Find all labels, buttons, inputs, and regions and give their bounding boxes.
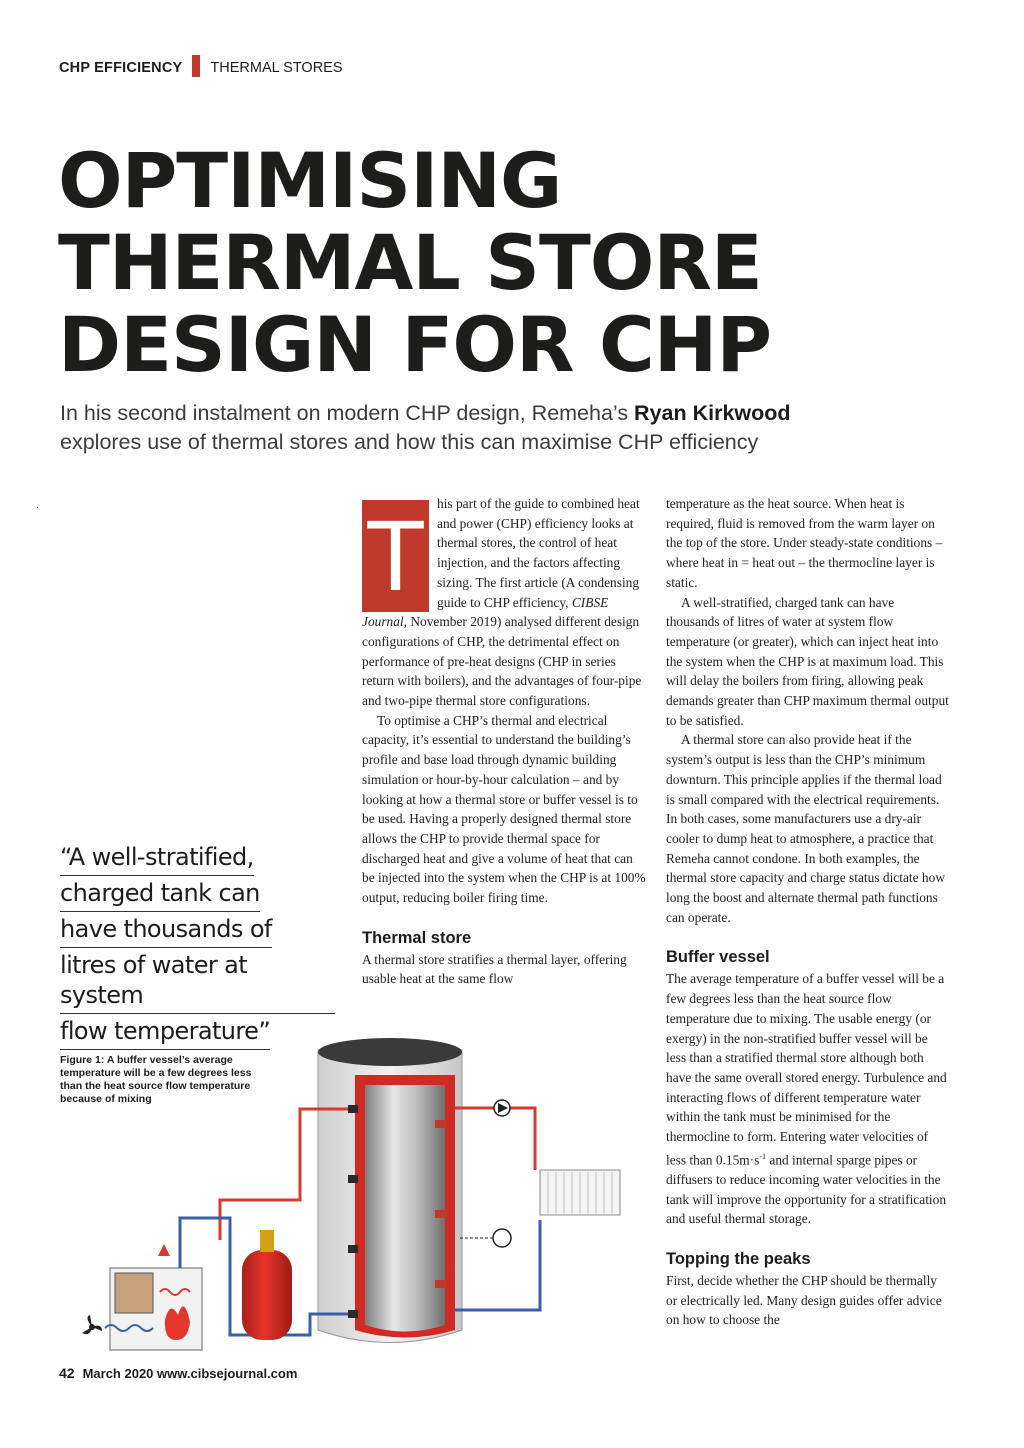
chp-unit-icon	[110, 1244, 202, 1350]
publication-name: CIBSE Journal	[362, 594, 609, 630]
pull-quote-line: have thousands of	[60, 912, 272, 948]
expansion-vessel-icon	[242, 1230, 292, 1340]
plug-icon	[493, 1229, 511, 1247]
title-line-2: THERMAL STORE	[58, 218, 762, 307]
subsection-label: THERMAL STORES	[210, 59, 343, 76]
page-number: 42	[59, 1365, 75, 1381]
paragraph-5: A well-stratified, charged tank can have thousands of litres of water at system flow temperature (or greater), which can inject heat into the system when the CHP is at maximum load. This will delay the boilers from firing, allowing peak demands greater than CHP maximum thermal output to be satisfied.	[666, 594, 949, 728]
inner-tank	[365, 1085, 445, 1332]
pull-quote-line: litres of water at system	[60, 948, 335, 1014]
pull-quote	[60, 840, 335, 1050]
section-header	[59, 57, 343, 79]
issue-and-website: March 2020 www.cibsejournal.com	[82, 1366, 298, 1381]
subheading-buffer-vessel: Buffer vessel	[666, 948, 770, 967]
paragraph-8: First, decide whether the CHP should be thermally or electrically led. Many design guides offer advice on how to choose the	[666, 1273, 942, 1328]
stray-mark: .	[36, 500, 39, 511]
superscript: -1	[759, 1151, 767, 1161]
page-title	[58, 136, 958, 389]
paragraph-7	[666, 969, 951, 1229]
paragraph-7-end: and internal sparge pipes or diffusers to reduce incoming water velocities in the tank will improve the opportunity for a stratification and useful thermal storage.	[666, 1152, 947, 1227]
figure-caption: Figure 1: A buffer vessel’s average temperature will be a few degrees less than the heat source flow temperature because of mixing	[60, 1054, 252, 1105]
standfirst-rest: explores use of thermal stores and how this can maximise CHP efficiency	[60, 430, 759, 454]
fan-icon	[82, 1315, 102, 1334]
title-line-3: DESIGN FOR CHP	[58, 300, 772, 389]
drop-cap: T	[362, 500, 429, 612]
heat-arrow-icon	[158, 1244, 170, 1256]
paragraph-7-text: The average temperature of a buffer vessel will be a few degrees less than the heat source flow temperature due to mixing. The usable energy (or exergy) in the non-stratified buffer vessel will be less than a stratified thermal store although both have the same overall stored energy. Turbulence and interacting flows of different temperature water within the tank must be minimised for the thermocline to form. Entering water velocities of less than 0.15m·s	[666, 971, 947, 1168]
paragraph-1	[362, 494, 647, 711]
paragraph-2: To optimise a CHP’s thermal and electrical capacity, it’s essential to understand the building’s profile and base load through dynamic building simulation or hour-by-hour calculation – and by looking at how a thermal store or buffer vessel is to be used. Having a properly designed thermal store allows the CHP to provide thermal space for discharged heat and give a volume of heat that can be injected into the system when the CHP is at 100% output, reducing boiler firing time.	[362, 712, 646, 906]
section-divider-bar	[192, 55, 200, 77]
page-footer	[59, 1365, 297, 1381]
tank-lid	[318, 1038, 462, 1066]
subheading-topping-peaks: Topping the peaks	[666, 1250, 811, 1269]
article-column-1	[362, 494, 647, 989]
standfirst-intro: In his second instalment on modern CHP design, Remeha’s	[60, 401, 635, 425]
paragraph-4: temperature as the heat source. When heat is required, fluid is removed from the warm layer on the top of the store. Under steady-state conditions – where heat in = heat out – the thermocline layer is static.	[666, 496, 943, 590]
paragraph-6: A thermal store can also provide heat if the system’s output is less than the CHP’s minimum downturn. This principle applies if the thermal load is small compared with the electrical requirements. In both cases, some manufacturers use a dry-air cooler to dump heat to atmosphere, a practice that Remeha cannot condone. In both examples, the thermal store capacity and charge status dictate how long the boost and alternate thermal path functions can operate.	[666, 732, 945, 925]
section-label: CHP EFFICIENCY	[59, 59, 183, 76]
title-line-1: OPTIMISING	[58, 136, 562, 225]
author-name: Ryan Kirkwood	[634, 401, 791, 425]
pull-quote-line: flow temperature”	[60, 1014, 270, 1050]
standfirst	[60, 399, 960, 457]
paragraph-1-end: , November 2019) analysed different design configurations of CHP, the detrimental effect on performance of pre-heat designs (CHP in series return with boilers), and the advantages of four-pipe and two-pipe thermal store configurations.	[362, 614, 642, 709]
subheading-thermal-store: Thermal store	[362, 928, 472, 947]
radiator-icon	[540, 1170, 620, 1215]
paragraph-3: A thermal store stratifies a thermal layer, offering usable heat at the same flow	[362, 951, 627, 987]
pull-quote-line: “A well-stratified,	[60, 840, 254, 876]
article-column-2	[666, 494, 951, 1330]
pull-quote-line: charged tank can	[60, 876, 260, 912]
paragraph-1-text: his part of the guide to combined heat and power (CHP) efficiency looks at thermal stores, the control of heat injection, and the factors affecting sizing. The first article (A condensing guide to CHP efficiency,	[437, 496, 640, 610]
